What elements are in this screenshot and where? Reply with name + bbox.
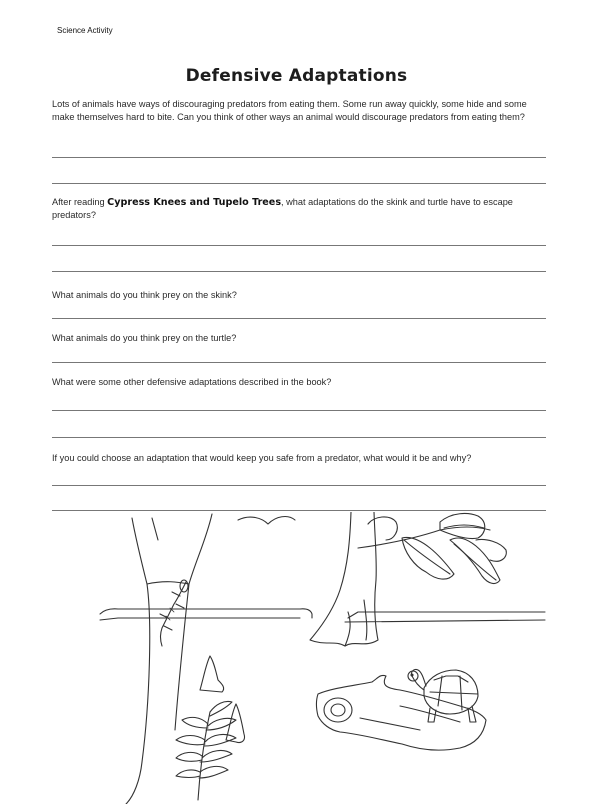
question-5: What were some other defensive adaptations described in the book? (52, 377, 332, 387)
question-2-text-after: , what adaptations do the skink and turtle have to escape predators? (52, 197, 513, 220)
page-title: Defensive Adaptations (185, 66, 408, 86)
answer-line[interactable] (52, 271, 546, 272)
answer-line[interactable] (52, 318, 546, 319)
question-4: What animals do you think prey on the turtle? (52, 333, 237, 343)
answer-line[interactable] (52, 157, 546, 158)
answer-line[interactable] (52, 362, 546, 363)
swamp-illustration (95, 512, 565, 804)
question-2 (52, 196, 546, 222)
answer-line[interactable] (52, 183, 546, 184)
fern-icon (176, 701, 236, 800)
answer-line[interactable] (52, 485, 546, 486)
answer-line[interactable] (52, 245, 546, 246)
header-label: Science Activity (57, 26, 113, 35)
question-1: Lots of animals have ways of discouraging predators from eating them. Some run away quickly, some hide and some make themselves hard to bite. Can you think of other ways an animal would discourage predators from eating them? (52, 99, 527, 122)
answer-line[interactable] (52, 510, 546, 511)
question-6: If you could choose an adaptation that would keep you safe from a predator, what would it be and why? (52, 453, 472, 463)
answer-line[interactable] (52, 410, 546, 411)
ground-line (100, 609, 545, 622)
answer-line[interactable] (52, 437, 546, 438)
leaf-branch-icon (238, 514, 506, 584)
book-title: Cypress Knees and Tupelo Trees (107, 197, 282, 208)
turtle-icon (408, 669, 478, 722)
question-2-text-before: After reading (52, 197, 108, 207)
question-3: What animals do you think prey on the skink? (52, 290, 237, 300)
cypress-tree-icon (310, 512, 378, 646)
